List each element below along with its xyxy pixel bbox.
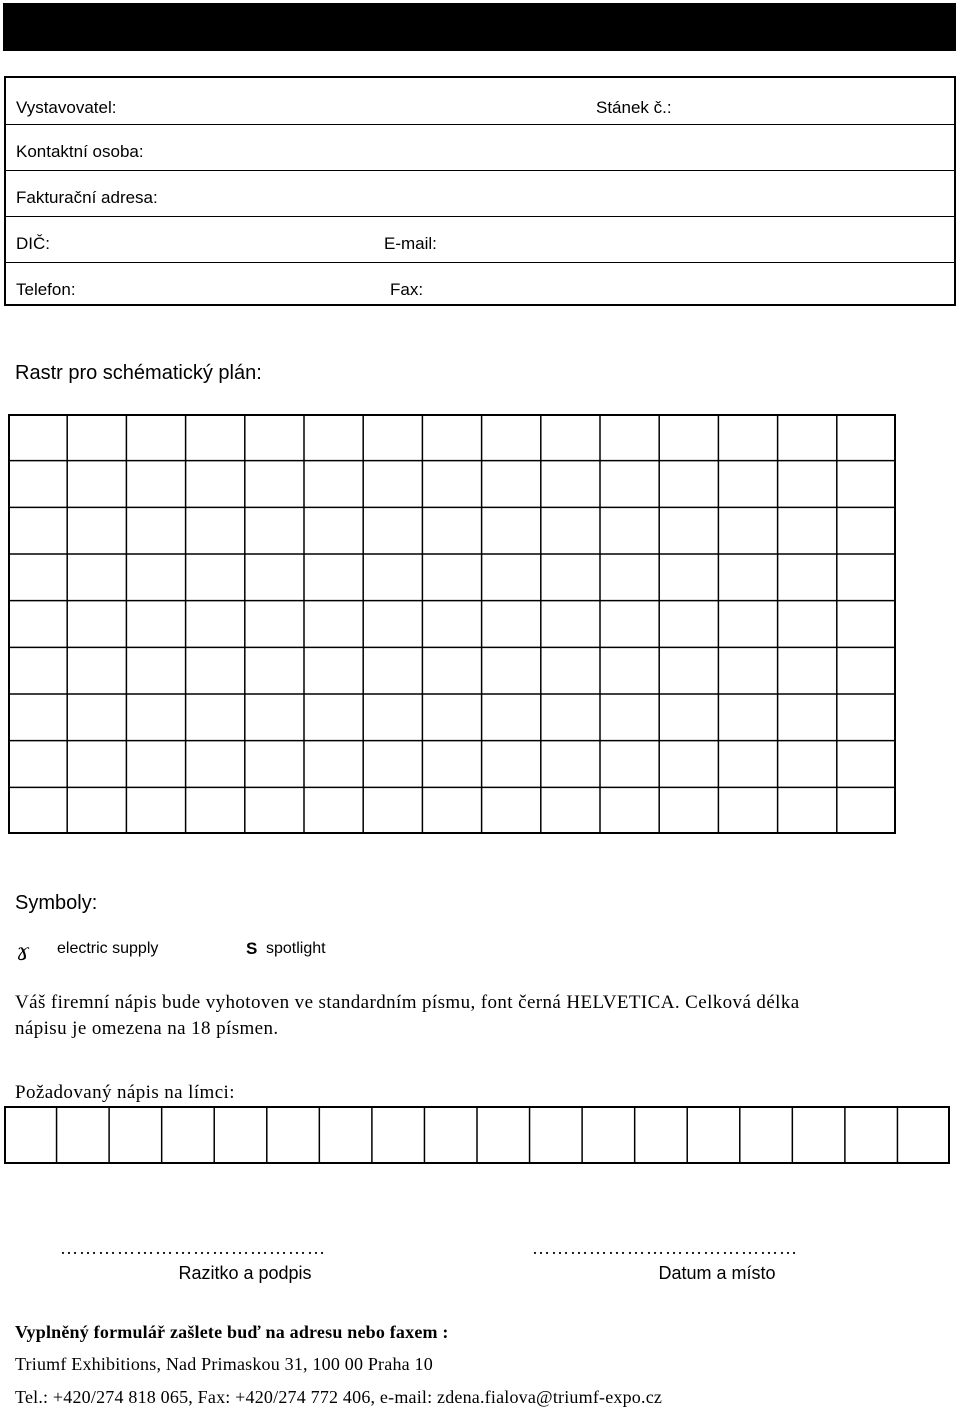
exhibitor-row: [6, 78, 954, 125]
fascia-letter-boxes: [4, 1106, 950, 1164]
contact-label: Kontaktní osoba:: [16, 142, 144, 161]
symbols-title: Symboly:: [15, 892, 98, 914]
header-bar: [3, 3, 956, 51]
phone-label: Telefon:: [16, 280, 76, 299]
spotlight-icon: S: [246, 939, 258, 958]
phone-fax-row: [6, 262, 954, 308]
exhibitor-info-box: [4, 76, 956, 306]
fascia-note-line-2: nápisu je omezena na 18 písmen.: [15, 1018, 279, 1039]
plan-title: Rastr pro schématický plán:: [15, 362, 262, 384]
electric-supply-icon: ɤ: [16, 938, 30, 966]
exhibitor-label: Vystavovatel:: [16, 98, 117, 117]
fascia-requested-label: Požadovaný nápis na límci:: [15, 1082, 235, 1103]
footer-contacts: Tel.: +420/274 818 065, Fax: +420/274 772 406, e-mail: zdena.fialova@triumf-expo.cz: [15, 1387, 663, 1407]
vat-email-row: [6, 216, 954, 263]
vat-label: DIČ:: [16, 234, 50, 253]
footer-address: Triumf Exhibitions, Nad Primaskou 31, 100 00 Praha 10: [15, 1354, 433, 1374]
billing-row: [6, 170, 954, 217]
spotlight-label: spotlight: [266, 940, 326, 957]
stand-label: Stánek č.:: [596, 98, 672, 117]
date-place-caption: Datum a místo: [658, 1263, 776, 1283]
date-dots: ……………………………………: [532, 1238, 798, 1258]
electric-supply-label: electric supply: [57, 940, 159, 957]
email-label: E-mail:: [384, 234, 437, 253]
footer-instruction: Vyplněný formulář zašlete buď na adresu nebo faxem :: [15, 1322, 449, 1342]
fax-label: Fax:: [390, 280, 424, 299]
billing-label: Fakturační adresa:: [16, 188, 158, 207]
plan-grid: [8, 414, 896, 834]
signature-dots: ……………………………………: [60, 1238, 326, 1258]
stamp-signature-caption: Razitko a podpis: [178, 1263, 312, 1283]
fascia-note-line-1: Váš firemní nápis bude vyhotoven ve standardním písmu, font černá HELVETICA. Celková délka: [15, 992, 800, 1013]
contact-row: [6, 124, 954, 171]
